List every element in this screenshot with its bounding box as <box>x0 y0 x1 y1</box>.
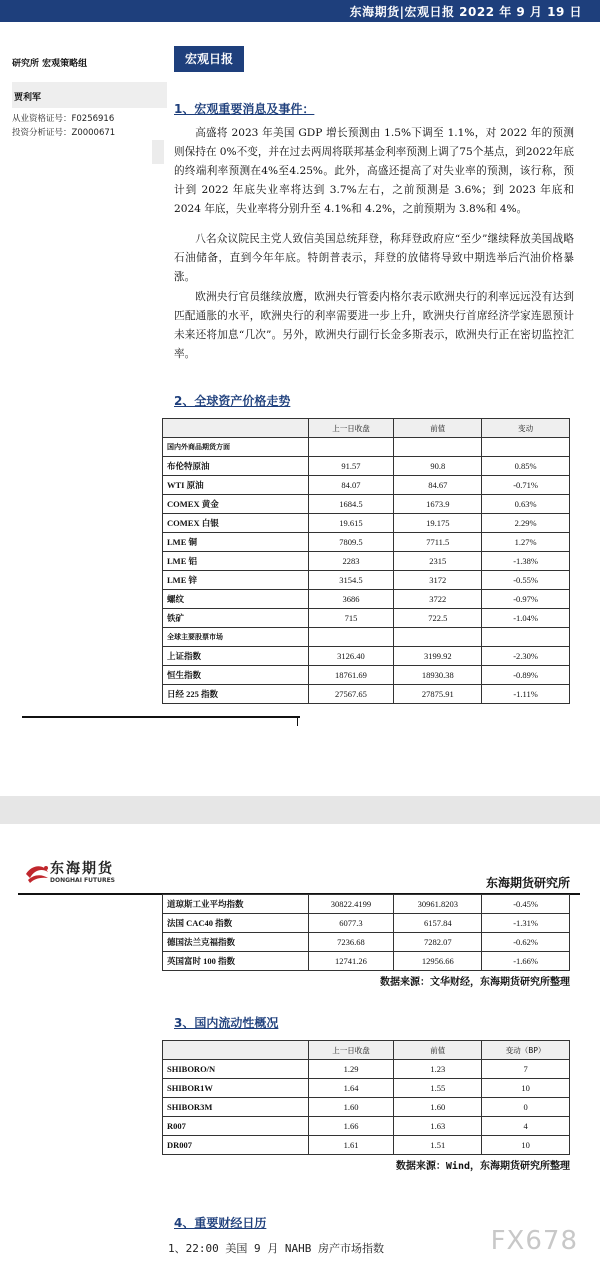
rate-change: 0 <box>482 1098 570 1117</box>
asset-close: 18761.69 <box>308 666 394 685</box>
asset-close: 84.07 <box>308 476 394 495</box>
asset-change: -0.71% <box>482 476 570 495</box>
report-title: 东海期货|宏观日报 2022 年 9 月 19 日 <box>349 5 582 19</box>
daily-tag: 宏观日报 <box>174 46 244 72</box>
asset-prev: 18930.38 <box>394 666 482 685</box>
asset-close: 6077.3 <box>308 914 394 933</box>
page-footer-rule <box>22 716 300 718</box>
section-heading-news: 1、宏观重要消息及事件： <box>174 102 315 116</box>
asset-close: 1684.5 <box>308 495 394 514</box>
rate-name: SHIBOR3M <box>163 1098 309 1117</box>
logo-en-text: DONGHAI FUTURES <box>50 877 115 884</box>
asset-prev: 3172 <box>394 571 482 590</box>
group-row-commodities <box>163 438 570 457</box>
table-row <box>163 647 570 666</box>
asset-name: 铁矿 <box>163 609 309 628</box>
rate-change: 10 <box>482 1079 570 1098</box>
header-cell: 前值 <box>394 419 482 438</box>
asset-close: 715 <box>308 609 394 628</box>
rate-name: SHIBORO/N <box>163 1060 309 1079</box>
table-row <box>163 1060 570 1079</box>
asset-name: 法国 CAC40 指数 <box>163 914 309 933</box>
asset-prev: 19.175 <box>394 514 482 533</box>
section-heading-assets: 2、全球资产价格走势 <box>174 394 291 408</box>
liquidity-table <box>162 1040 570 1155</box>
asset-name: LME 铜 <box>163 533 309 552</box>
asset-change: -0.97% <box>482 590 570 609</box>
rate-prev: 1.60 <box>394 1098 482 1117</box>
rate-change: 10 <box>482 1136 570 1155</box>
asset-prev: 7282.07 <box>394 933 482 952</box>
header-cell: 变动 <box>482 419 570 438</box>
asset-price-table <box>162 418 570 704</box>
asset-name: COMEX 白银 <box>163 514 309 533</box>
header-cell <box>163 419 309 438</box>
rate-close: 1.64 <box>308 1079 394 1098</box>
asset-name: 道琼斯工业平均指数 <box>163 895 309 914</box>
asset-prev: 7711.5 <box>394 533 482 552</box>
asset-close: 3154.5 <box>308 571 394 590</box>
asset-close: 19.615 <box>308 514 394 533</box>
asset-name: COMEX 黄金 <box>163 495 309 514</box>
table-row <box>163 552 570 571</box>
asset-name: 上证指数 <box>163 647 309 666</box>
license-qualification: 从业资格证号：F0256916 <box>12 114 115 124</box>
rate-close: 1.61 <box>308 1136 394 1155</box>
asset-change: 0.85% <box>482 457 570 476</box>
asset-prev: 2315 <box>394 552 482 571</box>
group-row-stocks <box>163 628 570 647</box>
group-label: 全球主要股票市场 <box>163 628 309 647</box>
table-row <box>163 914 570 933</box>
paragraph-oil-reserve: 八名众议院民主党人致信美国总统拜登，称拜登政府应“至少”继续释放美国战略石油储备，直到今年年底。特朗普表示，拜登的放储将导致中期选举后汽油价格暴涨。 <box>174 233 574 283</box>
asset-change: 1.27% <box>482 533 570 552</box>
table-row <box>163 495 570 514</box>
global-stock-table <box>162 894 570 971</box>
paragraph-ecb: 欧洲央行官员继续放鹰，欧洲央行管委内格尔表示欧洲央行的利率远远没有达到匹配通胀的水平，欧洲央行的利率需要进一步上升，欧洲央行首席经济学家连恩预计未来还将加息“几次”。另外，欧洲央行副行长金多斯表示，欧洲央行正在密切监控汇率。 <box>174 291 574 360</box>
rate-prev: 1.63 <box>394 1117 482 1136</box>
rate-prev: 1.55 <box>394 1079 482 1098</box>
asset-change: -0.89% <box>482 666 570 685</box>
table-row <box>163 609 570 628</box>
table-row <box>163 666 570 685</box>
header-cell: 变动（BP） <box>482 1041 570 1060</box>
rate-change: 7 <box>482 1060 570 1079</box>
asset-change: -1.66% <box>482 952 570 971</box>
asset-change: 2.29% <box>482 514 570 533</box>
table-header-row <box>163 1041 570 1060</box>
institute-name: 东海期货研究所 <box>485 876 570 890</box>
asset-change: -1.38% <box>482 552 570 571</box>
section-heading-liquidity: 3、国内流动性概况 <box>174 1016 279 1030</box>
asset-prev: 722.5 <box>394 609 482 628</box>
asset-name: 螺纹 <box>163 590 309 609</box>
rate-close: 1.60 <box>308 1098 394 1117</box>
table-row <box>163 1079 570 1098</box>
asset-close: 7809.5 <box>308 533 394 552</box>
paragraph-goldman: 高盛将 2023 年美国 GDP 增长预测由 1.5%下调至 1.1%，对 2022 年的预测则保持在 0%不变，并在过去两周将联邦基金利率预测上调了75个基点，到2022年底的终端利率预测在4%至4.25%。此外，高盛还提高了对失业率的预测，该行称，预计到 2022 年底失业率将达到 3.7%左右，之前预测是 3.6%；到 2023 年底和 2024 年底，失业率将分别升至 4.1%和 4.2%，之前预期为 3.8%和 4%。 <box>174 127 574 215</box>
side-shade <box>152 140 164 164</box>
asset-name: 英国富时 100 指数 <box>163 952 309 971</box>
data-source-note: 数据来源：Wind，东海期货研究所整理 <box>395 1161 570 1172</box>
table-row <box>163 933 570 952</box>
asset-change: -1.04% <box>482 609 570 628</box>
asset-change: -0.45% <box>482 895 570 914</box>
asset-close: 12741.26 <box>308 952 394 971</box>
table-row <box>163 533 570 552</box>
footer-tick <box>297 716 298 726</box>
table-header-row <box>163 419 570 438</box>
asset-name: 布伦特原油 <box>163 457 309 476</box>
asset-close: 30822.4199 <box>308 895 394 914</box>
table-row <box>163 1098 570 1117</box>
asset-name: 德国法兰克福指数 <box>163 933 309 952</box>
section-heading-calendar: 4、重要财经日历 <box>174 1216 267 1230</box>
table-row <box>163 685 570 704</box>
table-row <box>163 590 570 609</box>
asset-prev: 27875.91 <box>394 685 482 704</box>
asset-close: 27567.65 <box>308 685 394 704</box>
header-cell: 前值 <box>394 1041 482 1060</box>
asset-change: -0.55% <box>482 571 570 590</box>
rate-close: 1.29 <box>308 1060 394 1079</box>
asset-change: -1.11% <box>482 685 570 704</box>
asset-prev: 6157.84 <box>394 914 482 933</box>
asset-close: 3686 <box>308 590 394 609</box>
asset-name: WTI 原油 <box>163 476 309 495</box>
data-source-note: 数据来源：文华财经，东海期货研究所整理 <box>380 977 570 988</box>
asset-name: LME 铝 <box>163 552 309 571</box>
asset-prev: 3199.92 <box>394 647 482 666</box>
header-cell: 上一日收盘 <box>308 419 394 438</box>
asset-change: -1.31% <box>482 914 570 933</box>
table-row <box>163 1117 570 1136</box>
rate-prev: 1.23 <box>394 1060 482 1079</box>
rate-name: R007 <box>163 1117 309 1136</box>
rate-name: SHIBOR1W <box>163 1079 309 1098</box>
table-row <box>163 571 570 590</box>
asset-prev: 30961.8203 <box>394 895 482 914</box>
rate-name: DR007 <box>163 1136 309 1155</box>
asset-prev: 1673.9 <box>394 495 482 514</box>
page-break <box>0 796 600 824</box>
header-cell <box>163 1041 309 1060</box>
asset-close: 3126.40 <box>308 647 394 666</box>
asset-name: LME 锌 <box>163 571 309 590</box>
asset-prev: 90.8 <box>394 457 482 476</box>
sidebar-dept: 研究所 宏观策略组 <box>12 59 88 69</box>
header-cell: 上一日收盘 <box>308 1041 394 1060</box>
table-row <box>163 476 570 495</box>
asset-prev: 3722 <box>394 590 482 609</box>
asset-change: -2.30% <box>482 647 570 666</box>
watermark: FX678 <box>490 1226 578 1256</box>
rate-prev: 1.51 <box>394 1136 482 1155</box>
calendar-item: 1、22:00 美国 9 月 NAHB 房产市场指数 <box>168 1242 384 1255</box>
analyst-name: 贾利军 <box>14 93 42 103</box>
rate-close: 1.66 <box>308 1117 394 1136</box>
license-analysis: 投资分析证号：Z0000671 <box>12 128 116 138</box>
asset-change: -0.62% <box>482 933 570 952</box>
asset-prev: 84.67 <box>394 476 482 495</box>
asset-close: 91.57 <box>308 457 394 476</box>
asset-close: 2283 <box>308 552 394 571</box>
asset-name: 日经 225 指数 <box>163 685 309 704</box>
table-row <box>163 514 570 533</box>
asset-name: 恒生指数 <box>163 666 309 685</box>
group-label: 国内外商品期货方面 <box>163 438 309 457</box>
table-row <box>163 457 570 476</box>
rate-change: 4 <box>482 1117 570 1136</box>
asset-close: 7236.68 <box>308 933 394 952</box>
table-row <box>163 1136 570 1155</box>
asset-prev: 12956.66 <box>394 952 482 971</box>
table-row <box>163 952 570 971</box>
asset-change: 0.63% <box>482 495 570 514</box>
table-row <box>163 895 570 914</box>
logo-cn-text: 东海期货 <box>50 861 114 877</box>
